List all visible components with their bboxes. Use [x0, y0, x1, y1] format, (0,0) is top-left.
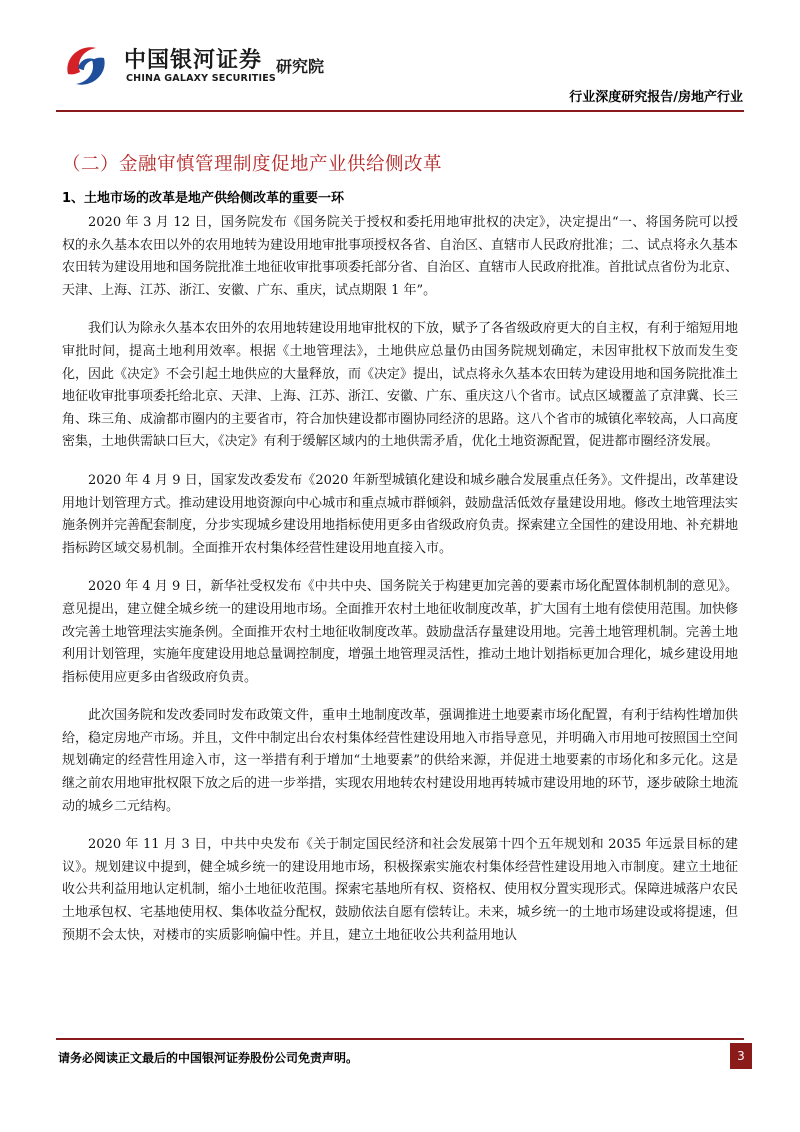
paragraph: 2020 年 4 月 9 日，新华社受权发布《中共中央、国务院关于构建更加完善的要素市场化配置体制机制的意见》。意见提出，建立健全城乡统一的建设用地市场。全面推开农村土地征收制度改革，扩大国有土地有偿使用范围。加快修改完善土地管理法实施条例。全面推开农村土地征收制度改革。鼓励盘活存量建设用地。完善土地管理机制。完善土地利用计划管理，实施年度建设用地总量调控制度，增强土地管理灵活性，推动土地计划指标更加合理化，城乡建设用地指标使用应更多由省级政府负责。 [62, 579, 739, 685]
paragraph: 我们认为除永久基本农田外的农用地转建设用地审批权的下放，赋予了各省级政府更大的自主权，有利于缩短用地审批时间，提高土地利用效率。根据《土地管理法》，土地供应总量仍由国务院规划确定，未因审批权下放而发生变化，因此《决定》不会引起土地供应的大量释放，而《决定》提出，试点将永久基本农田转为建设用地和国务院批准土地征收审批事项委托给北京、天津、上海、江苏、浙江、安徽、广东、重庆这八个省市。试点区域覆盖了京津冀、长三角、珠三角、成渝都市圈内的主要省市，符合加快建设都市圈协同经济的思路。这八个省市的城镇化率较高，人口高度密集，土地供需缺口巨大，《决定》有利于缓解区域内的土地供需矛盾，优化土地资源配置，促进都市圈经济发展。 [62, 321, 739, 450]
institute-label: 研究院 [276, 57, 325, 76]
header-divider [56, 110, 744, 112]
section-title: （二）金融审慎管理制度促地产业供给侧改革 [62, 154, 443, 175]
report-type: 行业深度研究报告/房地产行业 [569, 90, 743, 105]
brand-name-en: CHINA GALAXY SECURITIES [126, 73, 276, 84]
brand-name-cn: 中国银河证券 [124, 48, 263, 73]
brand-logo [58, 38, 378, 94]
footer-divider [56, 1038, 744, 1040]
paragraph: 2020 年 3 月 12 日，国务院发布《国务院关于授权和委托用地审批权的决定》，决定提出“一、将国务院可以授权的永久基本农田以外的农用地转为建设用地审批事项授权各省、自治区、直辖市人民政府批准；二、试点将永久基本农田转为建设用地和国务院批准土地征收审批事项委托部分省、自治区、直辖市人民政府批准。首批试点省份为北京、天津、上海、江苏、浙江、安徽、广东、重庆，试点期限 1 年”。 [62, 215, 739, 298]
disclaimer-note: 请务必阅读正文最后的中国银河证券股份公司免责声明。 [58, 1051, 359, 1065]
page-number: 3 [730, 1043, 752, 1069]
galaxy-swirl-icon [58, 38, 114, 94]
body-content [62, 212, 738, 963]
sub-title: 1、土地市场的改革是地产供给侧改革的重要一环 [62, 191, 345, 206]
page-header [0, 0, 800, 120]
paragraph: 此次国务院和发改委同时发布政策文件，重申土地制度改革，强调推进土地要素市场化配置，有利于结构性增加供给，稳定房地产市场。并且，文件中制定出台农村集体经营性建设用地入市指导意见，并明确入市用地可按照国土空间规划确定的经营性用途入市，这一举措有利于增加“土地要素”的供给来源，并促进土地要素的市场化和多元化。这是继之前农用地审批权限下放之后的进一步举措，实现农用地转农村建设用地再转城市建设用地的环节，逐步破除土地流动的城乡二元结构。 [62, 708, 739, 814]
paragraph: 2020 年 11 月 3 日，中共中央发布《关于制定国民经济和社会发展第十四个五年规划和 2035 年远景目标的建议》。规划建议中提到，健全城乡统一的建设用地市场，积极探索实施农村集体经营性建设用地入市制度。建立土地征收公共利益用地认定机制，缩小土地征收范围。探索宅基地所有权、资格权、使用权分置实现形式。保障进城落户农民土地承包权、宅基地使用权、集体收益分配权，鼓励依法自愿有偿转让。未来，城乡统一的土地市场建设或将提速，但预期不会太快，对楼市的实质影响偏中性。并且，建立土地征收公共利益用地认 [62, 837, 739, 943]
paragraph: 2020 年 4 月 9 日，国家发改委发布《2020 年新型城镇化建设和城乡融合发展重点任务》。文件提出，改革建设用地计划管理方式。推动建设用地资源向中心城市和重点城市群倾斜，鼓励盘活低效存量建设用地。修改土地管理法实施条例并完善配套制度，分步实现城乡建设用地指标使用更多由省级政府负责。探索建立全国性的建设用地、补充耕地指标跨区域交易机制。全面推开农村集体经营性建设用地直接入市。 [62, 472, 739, 556]
